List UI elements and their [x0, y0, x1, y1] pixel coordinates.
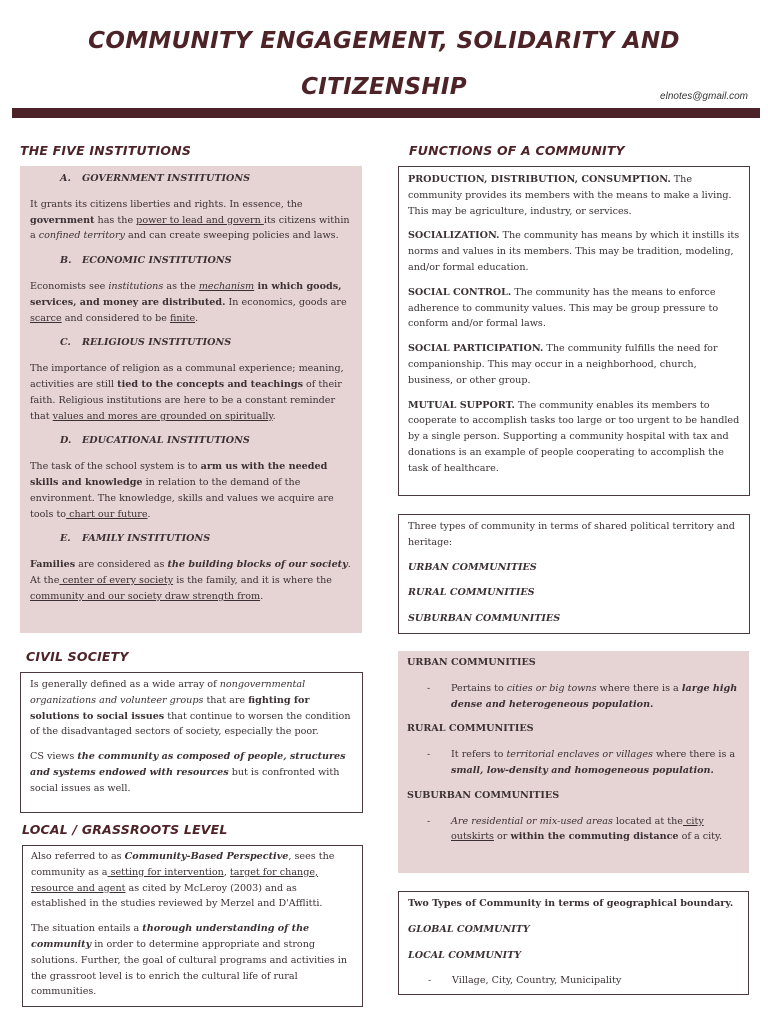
type-suburban: SUBURBAN COMMUNITIES [408, 613, 561, 625]
geographic-types-box [398, 891, 749, 995]
institution-d-text: The task of the school system is to arm us with the needed skills and knowledge in relation to the demand of the environment. The knowledge, skills and values we acquire are tools to chart our future. [30, 461, 334, 520]
header-divider [12, 108, 760, 118]
political-types-box [398, 514, 750, 634]
detail-rural-label: RURAL COMMUNITIES [407, 723, 534, 735]
function-mutual-support: MUTUAL SUPPORT. The community enables its members to cooperate to accomplish tasks too large or too urgent to be handled by a single person. Supporting a community hospital with tax and donations is an example of people cooperating to accomplish the task of healthcare. [408, 399, 740, 474]
institution-c-title: C. RELIGIOUS INSTITUTIONS [60, 337, 232, 349]
civil-society-box [20, 672, 363, 813]
local-community-examples: - Village, City, Country, Municipality [428, 975, 622, 987]
civil-society-view: CS views the community as composed of people, structures and systems endowed with resources but is confronted with social issues as well. [30, 751, 346, 794]
institution-a-title: A. GOVERNMENT INSTITUTIONS [60, 173, 251, 184]
function-production: PRODUCTION, DISTRIBUTION, CONSUMPTION. The community provides its members with the means to make a living. This may be agriculture, industry, or services. [408, 174, 732, 217]
civil-society-definition: Is generally defined as a wide array of nongovernmental organizations and volunteer groups that are fighting for solutions to social issues that continue to worsen the condition of the disadvantaged sectors of society, especially the poor. [30, 679, 351, 738]
institution-e-title: E. FAMILY INSTITUTIONS [60, 533, 211, 545]
detail-suburban-label: SUBURBAN COMMUNITIES [407, 789, 560, 801]
institution-b-text: Economists see institutions as the mechanism in which goods, services, and money are distributed. In economics, goods are scarce and considered to be finite. [30, 280, 347, 324]
geographic-types-intro: Two Types of Community in terms of geographical boundary. [408, 898, 734, 909]
institution-a-text: It grants its citizens liberties and rights. In essence, the government has the power to lead and govern its citizens within a confined territory and can create sweeping policies and laws. [30, 198, 350, 242]
institution-e-text: Families are considered as the building blocks of our society. At the center of every society is the family, and it is where the community and our society draw strength from. [30, 559, 351, 602]
detail-urban-text: - Pertains to cities or big towns where there is a large high dense and heterogeneous population. [427, 682, 738, 710]
local-level-situation: The situation entails a thorough understanding of the community in order to determine appropriate and strong solutions. Further, the goal of cultural programs and activities in the grassroot level is to enrich the cultural life of rural communities. [31, 923, 348, 998]
community-details-panel [398, 651, 749, 873]
detail-urban-label: URBAN COMMUNITIES [407, 657, 536, 668]
institution-d-title: D. EDUCATIONAL INSTITUTIONS [60, 435, 250, 447]
function-social-participation: SOCIAL PARTICIPATION. The community fulfills the need for companionship. This may occur in a neighborhood, church, business, or other group. [408, 343, 718, 386]
institution-c-text: The importance of religion as a communal experience; meaning, activities are still tied to the concepts and teachings of their faith. Religious institutions are here to be a constant reminder that values and mores are grounded on spiritually. [30, 363, 344, 422]
type-global: GLOBAL COMMUNITY [408, 923, 530, 935]
local-level-definition: Also referred to as Community-Based Perspective, sees the community as a setting for intervention, target for change, resource and agent as cited by McLeroy (2003) and as established in the studies reviewed by Merzel and D'Afflitti. [31, 851, 335, 910]
heading-local-grassroots: LOCAL / GRASSROOTS LEVEL [22, 822, 228, 837]
functions-box [398, 166, 750, 496]
function-social-control: SOCIAL CONTROL. The community has the means to enforce adherence to community values. This may be group pressure to conform and/or formal laws. [408, 286, 719, 330]
five-institutions-panel [20, 166, 362, 633]
type-local: LOCAL COMMUNITY [408, 949, 522, 961]
heading-five-institutions: THE FIVE INSTITUTIONS [20, 143, 192, 158]
local-level-box [22, 845, 363, 1007]
detail-suburban-text: - Are residential or mix-used areas located at the city outskirts or within the commuting distance of a city. [427, 815, 723, 843]
heading-functions: FUNCTIONS OF A COMMUNITY [409, 143, 625, 158]
function-socialization: SOCIALIZATION. The community has means by which it instills its norms and values in its members. This may be tradition, modeling, and/or formal education. [408, 230, 740, 273]
author-email: elnotes@gmail.com [660, 91, 748, 102]
heading-civil-society: CIVIL SOCIETY [26, 649, 129, 664]
type-rural: RURAL COMMUNITIES [408, 587, 535, 599]
page-title-line-1: COMMUNITY ENGAGEMENT, SOLIDARITY AND [88, 28, 680, 54]
detail-rural-text: - It refers to territorial enclaves or villages where there is a small, low-density and homogeneous population. [427, 749, 736, 776]
institution-b-title: B. ECONOMIC INSTITUTIONS [60, 255, 232, 267]
type-urban: URBAN COMMUNITIES [408, 561, 537, 573]
page-title-line-2: CITIZENSHIP [301, 74, 467, 100]
political-types-intro: Three types of community in terms of shared political territory and heritage: [408, 521, 735, 548]
